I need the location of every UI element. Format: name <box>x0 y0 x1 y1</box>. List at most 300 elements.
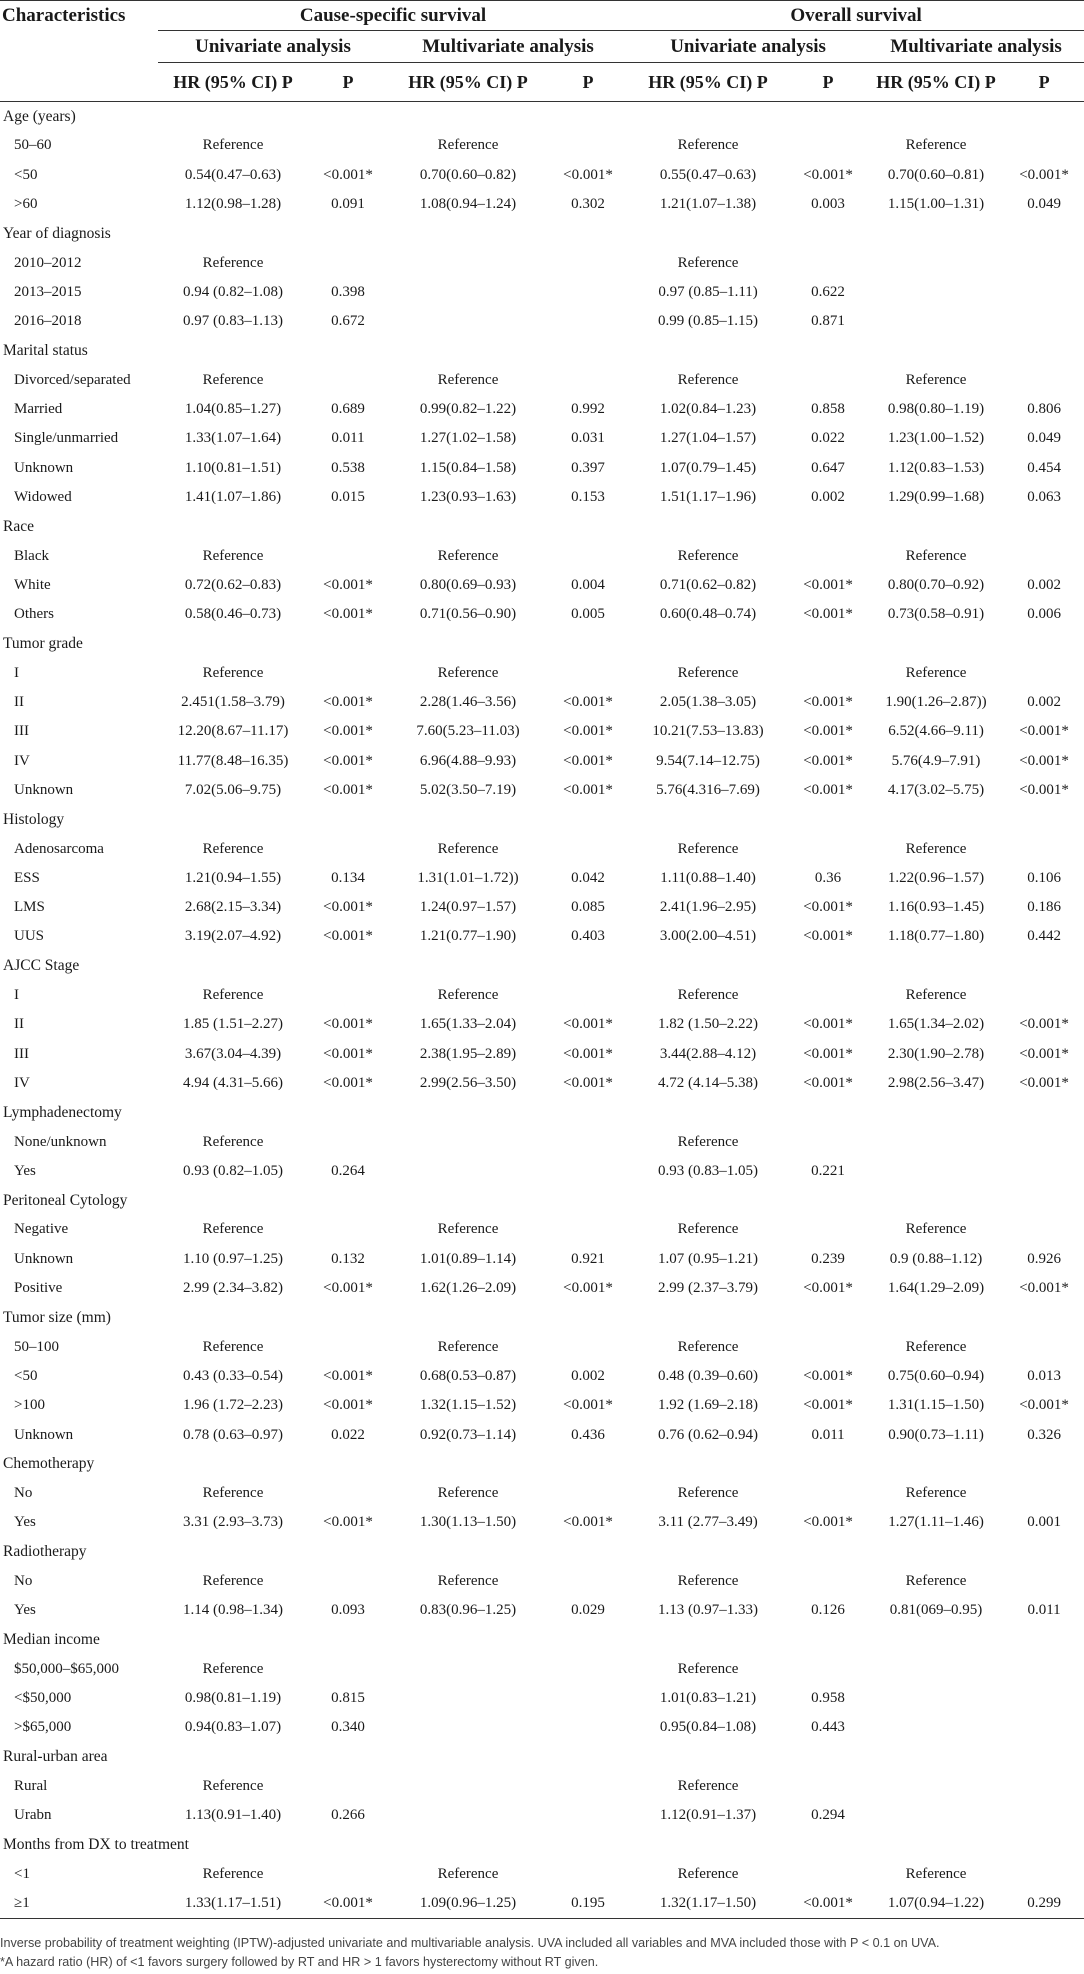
hr-cell: Reference <box>905 840 967 857</box>
p-value-cell <box>1004 1127 1084 1156</box>
hr-cell: Reference <box>677 137 739 154</box>
p-value-cell: 0.134 <box>331 869 365 886</box>
table-row <box>0 1596 1084 1625</box>
hr-cell: Reference <box>437 1865 499 1882</box>
p-value-cell <box>1004 278 1084 307</box>
hr-cell: 2.68(2.15–3.34) <box>184 899 282 916</box>
p-value-cell: <0.001* <box>803 1367 853 1384</box>
hr-cell: Reference <box>202 1572 264 1589</box>
p-value-cell <box>1004 307 1084 336</box>
p-value-cell: <0.001* <box>323 576 373 593</box>
hr-cell <box>388 1127 548 1156</box>
hr-cell: 7.02(5.06–9.75) <box>184 781 282 798</box>
table-row <box>0 1157 1084 1186</box>
p-value-cell: <0.001* <box>803 1397 853 1414</box>
p-value-cell: 0.689 <box>331 401 365 418</box>
hr-cell: 0.97 (0.85–1.11) <box>658 283 758 300</box>
p-value-cell <box>308 541 388 570</box>
hr-cell: 0.83(0.96–1.25) <box>419 1602 517 1619</box>
hr-cell: Reference <box>677 547 739 564</box>
p-value-cell: 0.397 <box>571 459 605 476</box>
p-value-cell: <0.001* <box>563 166 613 183</box>
table-row <box>0 864 1084 893</box>
hr-cell: 1.24(0.97–1.57) <box>419 899 517 916</box>
table-row <box>0 1215 1084 1244</box>
row-label: 50–100 <box>14 1338 59 1355</box>
hr-cell: Reference <box>905 137 967 154</box>
hr-cell: 5.02(3.50–7.19) <box>419 781 517 798</box>
hr-cell: 2.30(1.90–2.78) <box>887 1045 985 1062</box>
row-label: Single/unmarried <box>14 430 119 447</box>
row-label: Unknown <box>14 781 74 798</box>
p-value-cell: 0.011 <box>1027 1602 1061 1619</box>
css-multivariate-header: Multivariate analysis <box>388 31 628 63</box>
p-value-cell: <0.001* <box>788 1889 868 1919</box>
p-value-cell: 0.186 <box>1027 899 1061 916</box>
hr-cell: Reference <box>437 547 499 564</box>
hr-cell: 3.00(2.00–4.51) <box>659 928 757 945</box>
hr-cell: Reference <box>677 1572 739 1589</box>
hr-cell: Reference <box>437 371 499 388</box>
hr-cell: 1.65(1.33–2.04) <box>419 1016 517 1033</box>
p-value-cell <box>548 1157 628 1186</box>
hr-cell: 3.67(3.04–4.39) <box>184 1045 282 1062</box>
p-value-cell <box>1004 541 1084 570</box>
hr-cell: 1.96 (1.72–2.23) <box>183 1397 283 1414</box>
hr-cell: 1.09(0.96–1.25) <box>388 1889 548 1919</box>
hr-cell <box>388 1655 548 1684</box>
p-value-cell <box>788 1860 868 1889</box>
p-value-cell <box>308 1567 388 1596</box>
hr-cell: Reference <box>202 1865 264 1882</box>
hr-cell <box>868 1772 1004 1801</box>
hr-cell: 0.54(0.47–0.63) <box>184 166 282 183</box>
p-value-cell <box>548 1772 628 1801</box>
hr-cell: Reference <box>437 1221 499 1238</box>
hr-cell: 1.32(1.15–1.52) <box>419 1397 517 1414</box>
hr-cell: 0.72(0.62–0.83) <box>184 576 282 593</box>
p-value-cell: 0.153 <box>571 489 605 505</box>
category-row <box>0 1303 1084 1332</box>
p-value-cell: 0.299 <box>1004 1889 1084 1919</box>
hr-cell <box>868 278 1004 307</box>
p-value-cell <box>548 307 628 336</box>
hr-cell: 0.71(0.62–0.82) <box>659 576 757 593</box>
p-value-cell: 0.091 <box>331 196 365 213</box>
p-value-cell: <0.001* <box>803 1514 853 1531</box>
p-value-cell: <0.001* <box>1019 1074 1069 1091</box>
hr-cell: 1.23(1.00–1.52) <box>887 430 985 447</box>
category-label: Marital status <box>3 342 88 360</box>
p-value-cell: 0.926 <box>1027 1250 1061 1267</box>
p-value-cell: 0.264 <box>331 1162 365 1179</box>
hr-cell: Reference <box>677 1221 739 1238</box>
hr-cell: 1.13 (0.97–1.33) <box>658 1602 759 1619</box>
hr-cell <box>868 1157 1004 1186</box>
p-value-cell <box>788 1479 868 1508</box>
footnote-hazard-ratio: *A hazard ratio (HR) of <1 favors surgery followed by RT and HR > 1 favors hysterectomy without RT given. <box>0 1955 599 1969</box>
hr-cell: 1.82 (1.50–2.22) <box>658 1016 759 1033</box>
row-label: 50–60 <box>14 137 52 154</box>
os-univariate-header: Univariate analysis <box>628 31 868 63</box>
p-value-cell <box>1004 1713 1084 1742</box>
p-value-cell <box>1004 1860 1084 1889</box>
hr-cell: Reference <box>437 137 499 154</box>
hr-cell: 2.41(1.96–2.95) <box>659 899 757 916</box>
table-row <box>0 131 1084 160</box>
p-value-cell: 0.921 <box>571 1250 605 1267</box>
table-row <box>0 1040 1084 1069</box>
p-value-cell <box>788 1215 868 1244</box>
hr-cell: 9.54(7.14–12.75) <box>656 752 760 769</box>
hr-cell: 2.99 (2.34–3.82) <box>183 1280 283 1297</box>
p-value-cell <box>308 1127 388 1156</box>
category-row <box>0 512 1084 541</box>
p-value-cell: <0.001* <box>1019 1016 1069 1033</box>
row-label: IV <box>14 1074 30 1091</box>
p-value-cell: 0.454 <box>1027 459 1061 476</box>
hr-cell <box>868 1801 1004 1830</box>
p-value-cell <box>308 1860 388 1889</box>
hr-cell: 0.92(0.73–1.14) <box>419 1426 517 1443</box>
p-value-cell: <0.001* <box>803 166 853 183</box>
hr-cell: 0.70(0.60–0.81) <box>887 166 985 183</box>
p-value-cell: 0.063 <box>1027 489 1061 505</box>
hr-cell: 0.48 (0.39–0.60) <box>658 1367 759 1384</box>
hr-cell: 5.76(4.9–7.91) <box>891 752 981 769</box>
p-value-cell: <0.001* <box>323 752 373 769</box>
css-mva-p-header: P <box>548 63 628 102</box>
hr-cell: 1.11(0.88–1.40) <box>660 869 756 886</box>
p-value-cell: 0.002 <box>811 489 845 505</box>
row-label: Rural <box>14 1778 48 1795</box>
p-value-cell <box>308 131 388 160</box>
p-value-cell <box>308 659 388 688</box>
p-value-cell <box>788 1332 868 1361</box>
p-value-cell: 0.340 <box>331 1719 365 1736</box>
category-row <box>0 336 1084 365</box>
p-value-cell <box>1004 1655 1084 1684</box>
row-label: Yes <box>14 1602 36 1619</box>
p-value-cell: <0.001* <box>323 1074 373 1091</box>
hr-cell <box>388 1801 548 1830</box>
p-value-cell <box>788 541 868 570</box>
hr-cell: 0.94(0.83–1.07) <box>184 1719 282 1736</box>
hr-cell: 4.72 (4.14–5.38) <box>658 1074 759 1091</box>
p-value-cell <box>788 1772 868 1801</box>
hr-cell: 0.55(0.47–0.63) <box>659 166 757 183</box>
p-value-cell: 0.004 <box>571 576 605 593</box>
row-label: Married <box>14 401 63 418</box>
category-row <box>0 1625 1084 1654</box>
table-row <box>0 1069 1084 1098</box>
p-value-cell: 0.871 <box>811 313 845 330</box>
hr-cell: 0.75(0.60–0.94) <box>887 1367 985 1384</box>
hr-cell: Reference <box>905 371 967 388</box>
category-label: Tumor size (mm) <box>3 1308 111 1326</box>
hr-cell: 0.98(0.80–1.19) <box>887 401 985 418</box>
hr-cell: 1.15(0.84–1.58) <box>419 459 517 476</box>
p-value-cell <box>1004 1215 1084 1244</box>
overall-survival-header: Overall survival <box>628 1 1084 31</box>
table-row <box>0 278 1084 307</box>
row-label: Widowed <box>14 489 72 505</box>
p-value-cell <box>1004 131 1084 160</box>
row-label: ≥1 <box>0 1889 158 1919</box>
hr-cell: Reference <box>437 1572 499 1589</box>
p-value-cell: 0.011 <box>811 1426 845 1443</box>
p-value-cell <box>548 541 628 570</box>
p-value-cell: <0.001* <box>323 166 373 183</box>
hr-cell: 0.68(0.53–0.87) <box>419 1367 517 1384</box>
css-uva-hr-header: HR (95% CI) P <box>158 63 308 102</box>
p-value-cell: <0.001* <box>803 1016 853 1033</box>
hr-cell: 0.76 (0.62–0.94) <box>658 1426 759 1443</box>
p-value-cell: <0.001* <box>803 1280 853 1297</box>
hr-cell: 1.21(0.94–1.55) <box>184 869 282 886</box>
row-label: I <box>14 987 19 1004</box>
hr-cell: 1.22(0.96–1.57) <box>887 869 985 886</box>
hr-cell: Reference <box>905 1485 967 1502</box>
p-value-cell <box>308 1772 388 1801</box>
p-value-cell: <0.001* <box>323 606 373 623</box>
os-uva-p-header: P <box>788 63 868 102</box>
hr-cell: Reference <box>437 1485 499 1502</box>
p-value-cell: 0.239 <box>811 1250 845 1267</box>
table-row <box>0 1801 1084 1830</box>
p-value-cell: <0.001* <box>803 606 853 623</box>
table-row <box>0 161 1084 190</box>
p-value-cell <box>308 981 388 1010</box>
p-value-cell: 0.106 <box>1027 869 1061 886</box>
p-value-cell: <0.001* <box>1019 1045 1069 1062</box>
hr-cell: Reference <box>202 1338 264 1355</box>
hr-cell: 1.31(1.15–1.50) <box>887 1397 985 1414</box>
p-value-cell: 0.436 <box>571 1426 605 1443</box>
p-value-cell: 0.815 <box>331 1690 365 1707</box>
p-value-cell: 0.36 <box>814 869 842 886</box>
category-label: Race <box>3 517 34 535</box>
category-label: Lymphadenectomy <box>3 1103 122 1121</box>
category-row <box>0 102 1084 132</box>
p-value-cell: <0.001* <box>323 694 373 711</box>
hr-cell: Reference <box>202 1485 264 1502</box>
category-row <box>0 805 1084 834</box>
p-value-cell: 0.132 <box>331 1250 365 1267</box>
p-value-cell: <0.001* <box>323 1367 373 1384</box>
table-row <box>0 424 1084 453</box>
hr-cell: 1.23(0.93–1.63) <box>419 489 517 505</box>
table-row <box>0 834 1084 863</box>
table-row <box>0 1684 1084 1713</box>
hr-cell: Reference <box>202 1221 264 1238</box>
p-value-cell: <0.001* <box>803 781 853 798</box>
p-value-cell: 0.022 <box>331 1426 365 1443</box>
hr-cell: Reference <box>905 1572 967 1589</box>
p-value-cell: <0.001* <box>1019 166 1069 183</box>
hr-cell: 2.28(1.46–3.56) <box>419 694 517 711</box>
p-value-cell: 0.442 <box>1027 928 1061 945</box>
hr-cell: 0.70(0.60–0.82) <box>419 166 517 183</box>
hr-cell: Reference <box>437 987 499 1004</box>
p-value-cell <box>788 248 868 277</box>
p-value-cell: 0.858 <box>811 401 845 418</box>
category-label: Peritoneal Cytology <box>3 1191 128 1209</box>
hr-cell: Reference <box>202 137 264 154</box>
os-multivariate-header: Multivariate analysis <box>868 31 1084 63</box>
hr-cell: Reference <box>437 1338 499 1355</box>
table-row <box>0 395 1084 424</box>
row-label: No <box>14 1485 33 1502</box>
row-label: >60 <box>14 196 38 213</box>
row-label: 2013–2015 <box>14 283 82 300</box>
hr-cell: 0.93 (0.82–1.05) <box>183 1162 283 1179</box>
row-label: I <box>14 664 19 681</box>
row-label: $50,000–$65,000 <box>14 1660 119 1677</box>
p-value-cell <box>548 1684 628 1713</box>
hr-cell: 0.93 (0.83–1.05) <box>658 1162 759 1179</box>
hr-cell: Reference <box>437 840 499 857</box>
footnote-iptw: Inverse probability of treatment weighting (IPTW)-adjusted univariate and multivariable analysis. UVA included all variables and MVA included those with P < 0.1 on UVA. <box>0 1936 940 1950</box>
hr-cell: 0.99 (0.85–1.15) <box>658 313 759 330</box>
hr-cell: 0.43 (0.33–0.54) <box>183 1367 283 1384</box>
hr-cell: 1.13(0.91–1.40) <box>184 1807 282 1824</box>
p-value-cell <box>548 1801 628 1830</box>
p-value-cell: <0.001* <box>323 1045 373 1062</box>
p-value-cell: 0.126 <box>811 1602 845 1619</box>
hr-cell: 1.90(1.26–2.87)) <box>885 694 987 711</box>
p-value-cell <box>788 981 868 1010</box>
os-uva-hr-header: HR (95% CI) P <box>628 63 788 102</box>
hr-cell: Reference <box>677 1485 739 1502</box>
p-value-cell <box>1004 1479 1084 1508</box>
hr-cell: 3.11 (2.77–3.49) <box>658 1514 758 1531</box>
hr-cell: 4.94 (4.31–5.66) <box>183 1074 283 1091</box>
row-label: Black <box>14 547 49 564</box>
hr-cell: Reference <box>677 987 739 1004</box>
table-row <box>0 1010 1084 1039</box>
hr-cell: Reference <box>202 547 264 564</box>
p-value-cell: <0.001* <box>563 723 613 740</box>
p-value-cell: 0.992 <box>571 401 605 418</box>
category-label: Months from DX to treatment <box>3 1836 189 1854</box>
p-value-cell <box>548 659 628 688</box>
table-row <box>0 659 1084 688</box>
p-value-cell <box>548 248 628 277</box>
category-label: Median income <box>3 1631 100 1649</box>
hr-cell: 1.14 (0.98–1.34) <box>183 1602 283 1619</box>
table-row <box>0 1479 1084 1508</box>
p-value-cell: 0.031 <box>571 430 605 447</box>
hr-cell: 0.90(0.73–1.11) <box>888 1426 984 1443</box>
table-row <box>0 541 1084 570</box>
p-value-cell: <0.001* <box>1019 1280 1069 1297</box>
row-label: Others <box>14 606 54 623</box>
p-value-cell <box>1004 366 1084 395</box>
p-value-cell: 0.622 <box>811 283 845 300</box>
hr-cell: 0.9 (0.88–1.12) <box>889 1250 983 1267</box>
p-value-cell <box>548 1713 628 1742</box>
category-row <box>0 219 1084 248</box>
table-row <box>0 1860 1084 1889</box>
hr-cell: 1.62(1.26–2.09) <box>419 1280 517 1297</box>
table-row <box>0 366 1084 395</box>
row-label: >100 <box>14 1397 45 1414</box>
category-label: Age (years) <box>3 107 76 125</box>
hr-cell: 5.76(4.316–7.69) <box>656 781 760 798</box>
hr-cell <box>868 307 1004 336</box>
p-value-cell: 0.015 <box>331 489 365 505</box>
p-value-cell: <0.001* <box>323 1016 373 1033</box>
hr-cell: Reference <box>202 840 264 857</box>
hr-cell: 1.07 (0.95–1.21) <box>658 1250 759 1267</box>
p-value-cell: 0.002 <box>1027 694 1061 711</box>
table-row <box>0 454 1084 483</box>
p-value-cell: <0.001* <box>323 1514 373 1531</box>
p-value-cell: <0.001* <box>323 928 373 945</box>
hr-cell: 1.85 (1.51–2.27) <box>183 1016 283 1033</box>
row-label: II <box>14 1016 24 1033</box>
row-label: Unknown <box>14 459 74 476</box>
p-value-cell: 0.005 <box>571 606 605 623</box>
category-label: Radiotherapy <box>3 1543 87 1561</box>
os-mva-p-header: P <box>1004 63 1084 102</box>
cause-specific-survival-header: Cause-specific survival <box>158 1 628 31</box>
table-row <box>0 893 1084 922</box>
hr-cell: 2.451(1.58–3.79) <box>181 694 285 711</box>
row-label: White <box>14 576 51 593</box>
characteristics-header: Characteristics <box>0 1 158 31</box>
p-value-cell: 0.806 <box>1027 401 1061 418</box>
p-value-cell <box>788 834 868 863</box>
p-value-cell: <0.001* <box>1019 781 1069 798</box>
row-label: 2016–2018 <box>14 313 82 330</box>
p-value-cell: <0.001* <box>803 723 853 740</box>
hr-cell: 7.60(5.23–11.03) <box>416 723 520 740</box>
hr-cell: Reference <box>677 1338 739 1355</box>
p-value-cell: <0.001* <box>803 694 853 711</box>
hr-cell: Reference <box>677 1778 739 1795</box>
hr-cell <box>388 1713 548 1742</box>
p-value-cell: <0.001* <box>803 928 853 945</box>
hr-cell: Reference <box>202 664 264 681</box>
p-value-cell: 0.001 <box>1027 1514 1061 1531</box>
hr-cell: Reference <box>905 547 967 564</box>
hr-cell: 0.98(0.81–1.19) <box>184 1690 282 1707</box>
p-value-cell: <0.001* <box>308 1889 388 1919</box>
row-label: Positive <box>14 1280 63 1297</box>
table-row <box>0 190 1084 219</box>
hr-cell: 4.17(3.02–5.75) <box>887 781 985 798</box>
hr-cell: 0.80(0.70–0.92) <box>887 576 985 593</box>
hr-cell: 1.21(0.77–1.90) <box>419 928 517 945</box>
row-label: III <box>14 1045 29 1062</box>
category-label: Chemotherapy <box>3 1455 95 1473</box>
table-row <box>0 1567 1084 1596</box>
row-label: Unknown <box>14 1426 74 1443</box>
hr-cell: 1.01(0.89–1.14) <box>419 1250 517 1267</box>
p-value-cell: 0.093 <box>331 1602 365 1619</box>
row-label: Yes <box>14 1162 36 1179</box>
category-label: Rural-urban area <box>3 1748 108 1766</box>
p-value-cell <box>1004 248 1084 277</box>
p-value-cell: 0.326 <box>1027 1426 1061 1443</box>
hr-cell: 2.05(1.38–3.05) <box>659 694 757 711</box>
hr-cell: Reference <box>677 371 739 388</box>
hr-cell <box>868 1127 1004 1156</box>
p-value-cell <box>1004 1157 1084 1186</box>
hr-cell: 1.18(0.77–1.80) <box>887 928 985 945</box>
